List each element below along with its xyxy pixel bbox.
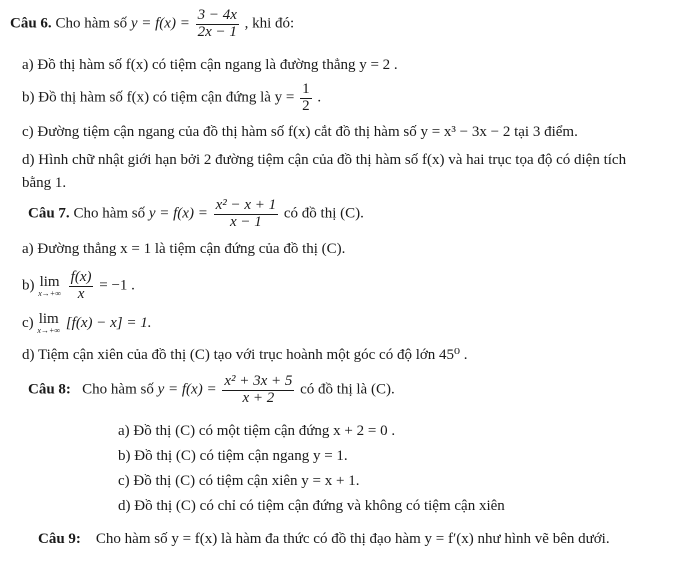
q7-c-label: c) (22, 314, 34, 331)
q6-b-den: 2 (302, 97, 310, 114)
q7-b-label: b) (22, 277, 35, 294)
q7-b-den: x (77, 285, 85, 302)
q6-b-pre: b) Đồ thị hàm số f(x) có tiệm cận đứng là y = (22, 89, 295, 106)
q8-option-a: a) Đồ thị (C) có một tiệm cận đứng x + 2 = 0 . (118, 423, 396, 439)
q6-option-c: c) Đường tiệm cận ngang của đồ thị hàm số f(x) cắt đồ thị hàm số y = x³ − 3x − 2 tại 3 điểm. (22, 124, 578, 140)
q8-frac-den: x + 2 (242, 389, 275, 406)
q6-frac-num: 3 − 4x (197, 7, 237, 23)
q7-c-limit (37, 312, 60, 335)
q7-option-d: d) Tiệm cận xiên của đồ thị (C) tạo với trục hoành một góc có độ lớn 45⁰ . (22, 347, 468, 363)
q9-title: Câu 9: (38, 531, 81, 547)
q9-line (38, 530, 610, 548)
q7-b-lim-sub: x→+∞ (38, 288, 61, 298)
q7-option-c (22, 312, 151, 335)
q7-fraction (214, 198, 279, 231)
q7-b-num: f(x) (70, 269, 92, 285)
q7-b-fraction (69, 270, 94, 303)
q6-option-a: a) Đồ thị hàm số f(x) có tiệm cận ngang là đường thẳng y = 2 . (22, 57, 398, 73)
q7-option-a: a) Đường thẳng x = 1 là tiệm cận đứng của đồ thị (C). (22, 241, 346, 257)
q8-outro: có đồ thị là (C). (300, 381, 395, 398)
q8-option-b: b) Đồ thị (C) có tiệm cận ngang y = 1. (118, 448, 348, 464)
q7-frac-den: x − 1 (229, 213, 262, 230)
q7-b-lim: lim (39, 273, 60, 290)
q7-b-post: = −1 . (99, 277, 135, 294)
q6-b-fraction (300, 82, 312, 115)
q8-func-lhs: y = f(x) = (157, 381, 217, 398)
q6-fraction (196, 8, 239, 41)
q6-intro: Cho hàm số (55, 15, 128, 32)
q6-header (10, 8, 294, 41)
q7-title: Câu 7. (28, 205, 70, 222)
q7-header (28, 198, 364, 231)
q7-b-limit (38, 275, 61, 298)
q7-c-lim-sub: x→+∞ (37, 326, 61, 335)
q9-text: Cho hàm số y = f(x) là hàm đa thức có đồ thị đạo hàm y = f′(x) như hình vẽ bên dưới. (95, 531, 610, 547)
q6-b-num: 1 (302, 81, 310, 97)
q8-option-d: d) Đồ thị (C) có chỉ có tiệm cận đứng và không có tiệm cận xiên (118, 498, 505, 514)
q8-fraction (222, 374, 294, 407)
q7-func-lhs: y = f(x) = (148, 205, 208, 222)
q6-option-d-line1: d) Hình chữ nhật giới hạn bởi 2 đường tiệm cận của đồ thị hàm số f(x) và hai trục tọa độ có diện tích (22, 152, 627, 168)
q7-outro: có đồ thị (C). (283, 205, 364, 222)
q6-func-lhs: y = f(x) = (130, 15, 190, 32)
q7-frac-num: x² − x + 1 (215, 197, 277, 213)
q7-intro: Cho hàm số (73, 205, 146, 222)
q6-option-d-line2: bằng 1. (22, 175, 67, 191)
q7-option-b (22, 270, 135, 303)
q8-option-c: c) Đồ thị (C) có tiệm cận xiên y = x + 1. (118, 473, 360, 489)
q8-header (28, 374, 395, 407)
q6-option-b (22, 82, 321, 115)
q6-outro: , khi đó: (244, 15, 295, 32)
q8-title: Câu 8: (28, 381, 71, 398)
q7-c-body: [f(x) − x] = 1. (65, 314, 152, 331)
q8-frac-num: x² + 3x + 5 (224, 373, 293, 389)
q7-c-lim: lim (38, 311, 59, 327)
q6-title: Câu 6. (10, 15, 52, 32)
q6-frac-den: 2x − 1 (197, 23, 237, 40)
q6-b-post: . (317, 89, 322, 106)
q8-intro: Cho hàm số (82, 381, 154, 398)
